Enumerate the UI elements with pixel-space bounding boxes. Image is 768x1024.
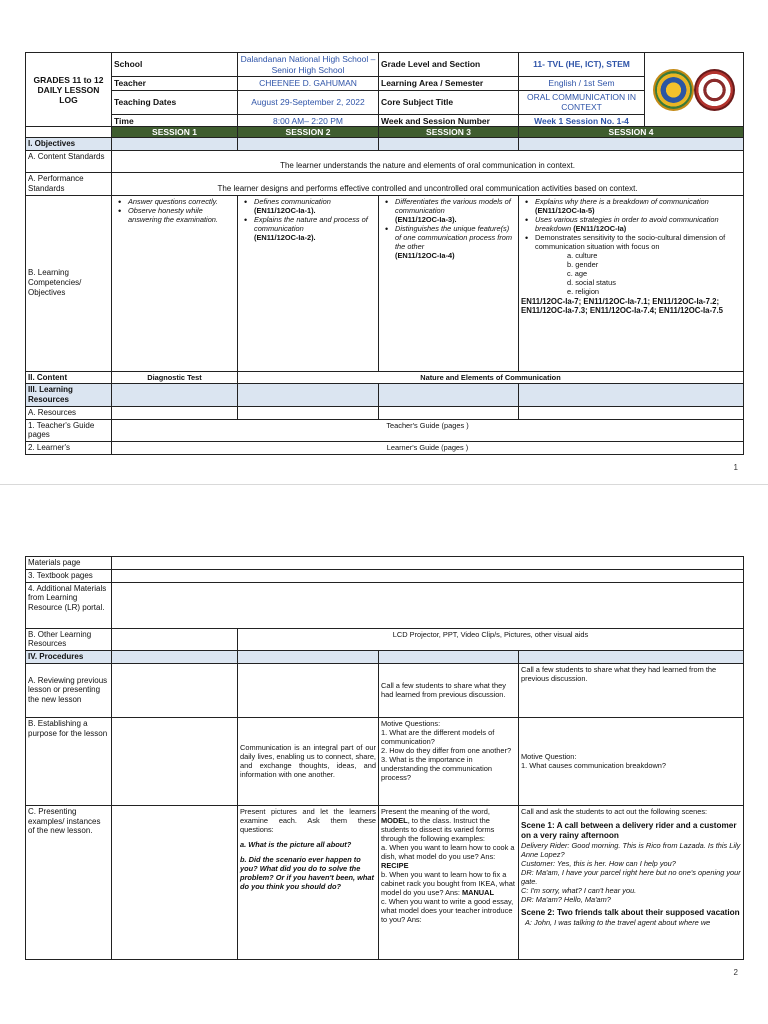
time-value: 8:00 AM– 2:20 PM bbox=[238, 114, 379, 127]
additional-materials-label: 4. Additional Materials from Learning Resource (LR) portal. bbox=[26, 582, 112, 628]
teacher-label: Teacher bbox=[112, 77, 238, 91]
presenting-session-4: Call and ask the students to act out the following scenes: Scene 1: A call between a delivery rider and a customer on a very rainy afternoon Delivery Rider: Good morning. This is Rico from Lazada. Is this Lily Anne Lopez? Customer: Yes, this is her. How can I help you? DR: Ma'am, I have your parcel right here but no one's opening your gate. C: I'm sorry, what? I can't hear you. DR: Ma'am? Hello, Ma'am? Scene 2: Two friends talk about their supposed vacation A: John, I was talking to the travel agent about where we bbox=[519, 805, 744, 959]
resources-label: III. Learning Resources bbox=[26, 384, 112, 407]
list-item: • Defines communication (EN11/12OC-Ia-1). bbox=[240, 197, 376, 215]
session-3-competencies bbox=[379, 195, 519, 371]
list-item: • Distinguishes the unique feature(s) of one communication process from the other (EN11/12OC-Ia-4) bbox=[381, 224, 516, 260]
dll-title: GRADES 11 to 12 DAILY LESSON LOG bbox=[26, 53, 112, 128]
school-value: Dalandanan National High School – Senior High School bbox=[238, 53, 379, 77]
purpose-session-3: Motive Questions: 1. What are the different models of communication? 2. How do they differ from one another? 3. What is the importance in understanding the communication process? bbox=[379, 717, 519, 805]
teacher-value: CHEENEE D. GAHUMAN bbox=[238, 77, 379, 91]
session-4-header: SESSION 4 bbox=[519, 127, 744, 138]
week-value: Week 1 Session No. 1-4 bbox=[519, 114, 645, 127]
content-standards-label: A. Content Standards bbox=[26, 151, 112, 173]
purpose-label: B. Establishing a purpose for the lesson bbox=[26, 717, 112, 805]
lesson-log-table-page-2 bbox=[25, 556, 744, 960]
dates-label: Teaching Dates bbox=[112, 91, 238, 115]
content-session-1: Diagnostic Test bbox=[112, 371, 238, 384]
grade-value: 11- TVL (HE, ICT), STEM bbox=[519, 53, 645, 77]
sub-list: a. culture b. gender c. age d. social status e. religion bbox=[567, 250, 616, 296]
other-resources-value: LCD Projector, PPT, Video Clip/s, Pictures, other visual aids bbox=[238, 628, 744, 651]
competencies-label: B. Learning Competencies/ Objectives bbox=[26, 195, 112, 371]
session-4-codes: EN11/12OC-Ia-7; EN11/12OC-Ia-7.1; EN11/12OC-Ia-7.2; EN11/12OC-Ia-7.3; EN11/12OC-Ia-7.4; EN11/12OC-Ia-7.5 bbox=[521, 296, 723, 316]
textbook-label: 3. Textbook pages bbox=[26, 569, 112, 582]
list-item: • Observe honesty while answering the examination. bbox=[114, 206, 235, 224]
subject-value: ORAL COMMUNICATION IN CONTEXT bbox=[519, 91, 645, 115]
page-number: 2 bbox=[733, 968, 738, 977]
session-2-header: SESSION 2 bbox=[238, 127, 379, 138]
session-1-competencies bbox=[112, 195, 238, 371]
performance-standards-label: A. Performance Standards bbox=[26, 173, 112, 196]
list-item: • Demonstrates sensitivity to the socio-cultural dimension of communication situation with focus on bbox=[521, 233, 741, 251]
list-item: • Differentiates the various models of communication (EN11/12OC-Ia-3). bbox=[381, 197, 516, 224]
list-item: • Uses various strategies in order to avoid communication breakdown (EN11/12OC-Ia) bbox=[521, 215, 741, 233]
list-item: • Answer questions correctly. bbox=[114, 197, 235, 206]
reviewing-session-4: Call a few students to share what they had learned from the previous discussion. bbox=[519, 663, 744, 717]
session-4-competencies bbox=[519, 195, 744, 371]
page-2 bbox=[0, 484, 768, 1024]
content-sessions-2-4: Nature and Elements of Communication bbox=[238, 371, 744, 384]
school-seal-icon bbox=[653, 69, 694, 111]
content-label: II. Content bbox=[26, 371, 112, 384]
list-item: • Explains why there is a breakdown of communication (EN11/12OC-Ia-5) bbox=[521, 197, 741, 215]
week-label: Week and Session Number bbox=[379, 114, 519, 127]
learners-guide-value: Learner's Guide (pages ) bbox=[112, 442, 744, 455]
subject-label: Core Subject Title bbox=[379, 91, 519, 115]
page-1 bbox=[0, 0, 768, 484]
session-2-competencies bbox=[238, 195, 379, 371]
area-value: English / 1st Sem bbox=[519, 77, 645, 91]
other-resources-label: B. Other Learning Resources bbox=[26, 628, 112, 651]
learners-guide-label: 2. Learner's bbox=[26, 442, 112, 455]
performance-standards-text: The learner designs and performs effective controlled and uncontrolled oral communication activities based on context. bbox=[112, 173, 744, 196]
grade-label: Grade Level and Section bbox=[379, 53, 519, 77]
lesson-log-body-page-1 bbox=[25, 126, 744, 455]
purpose-session-2: Communication is an integral part of our daily lives, enabling us to connect, share, and exchange thoughts, ideas, and information with one another. bbox=[238, 717, 379, 805]
reviewing-label: A. Reviewing previous lesson or presenting the new lesson bbox=[26, 663, 112, 717]
lesson-log-table-page-1 bbox=[25, 52, 744, 128]
page-number: 1 bbox=[733, 463, 738, 472]
dates-value: August 29-September 2, 2022 bbox=[238, 91, 379, 115]
list-item: • Explains the nature and process of communication (EN11/12OC-Ia-2). bbox=[240, 215, 376, 242]
teachers-guide-label: 1. Teacher's Guide pages bbox=[26, 419, 112, 442]
objectives-label: I. Objectives bbox=[26, 138, 112, 151]
materials-label: Materials page bbox=[26, 557, 112, 570]
session-1-header: SESSION 1 bbox=[112, 127, 238, 138]
content-standards-text: The learner understands the nature and elements of oral communication in context. bbox=[112, 151, 744, 173]
area-label: Learning Area / Semester bbox=[379, 77, 519, 91]
purpose-session-4: Motive Question: 1. What causes communication breakdown? bbox=[519, 717, 744, 805]
school-label: School bbox=[112, 53, 238, 77]
session-3-header: SESSION 3 bbox=[379, 127, 519, 138]
teachers-guide-value: Teacher's Guide (pages ) bbox=[112, 419, 744, 442]
depedcity-seal-icon bbox=[694, 69, 735, 111]
logos-cell bbox=[645, 53, 744, 128]
procedures-label: IV. Procedures bbox=[26, 651, 112, 664]
reviewing-session-3: Call a few students to share what they had learned from previous discussion. bbox=[379, 663, 519, 717]
a-resources-label: A. Resources bbox=[26, 406, 112, 419]
time-label: Time bbox=[112, 114, 238, 127]
presenting-session-2: Present pictures and let the learners examine each. Ask them these questions: a. What is the picture all about? b. Did the scenario ever happen to you? What did you do to solve the problem? Or if you haven't been, what do you think you should do? bbox=[238, 805, 379, 959]
presenting-session-3: Present the meaning of the word, MODEL, to the class. Instruct the students to dissect its varied forms through the following examples: a. When you want to learn how to cook a dish, what model do you use? Ans: RECIPE b. When you want to learn how to fix a cabinet rack you bought from IKEA, what model do you use? Ans: MANUAL c. When you want to write a good essay, what model does your teacher introduce to you? Ans: bbox=[379, 805, 519, 959]
presenting-label: C. Presenting examples/ instances of the new lesson. bbox=[26, 805, 112, 959]
